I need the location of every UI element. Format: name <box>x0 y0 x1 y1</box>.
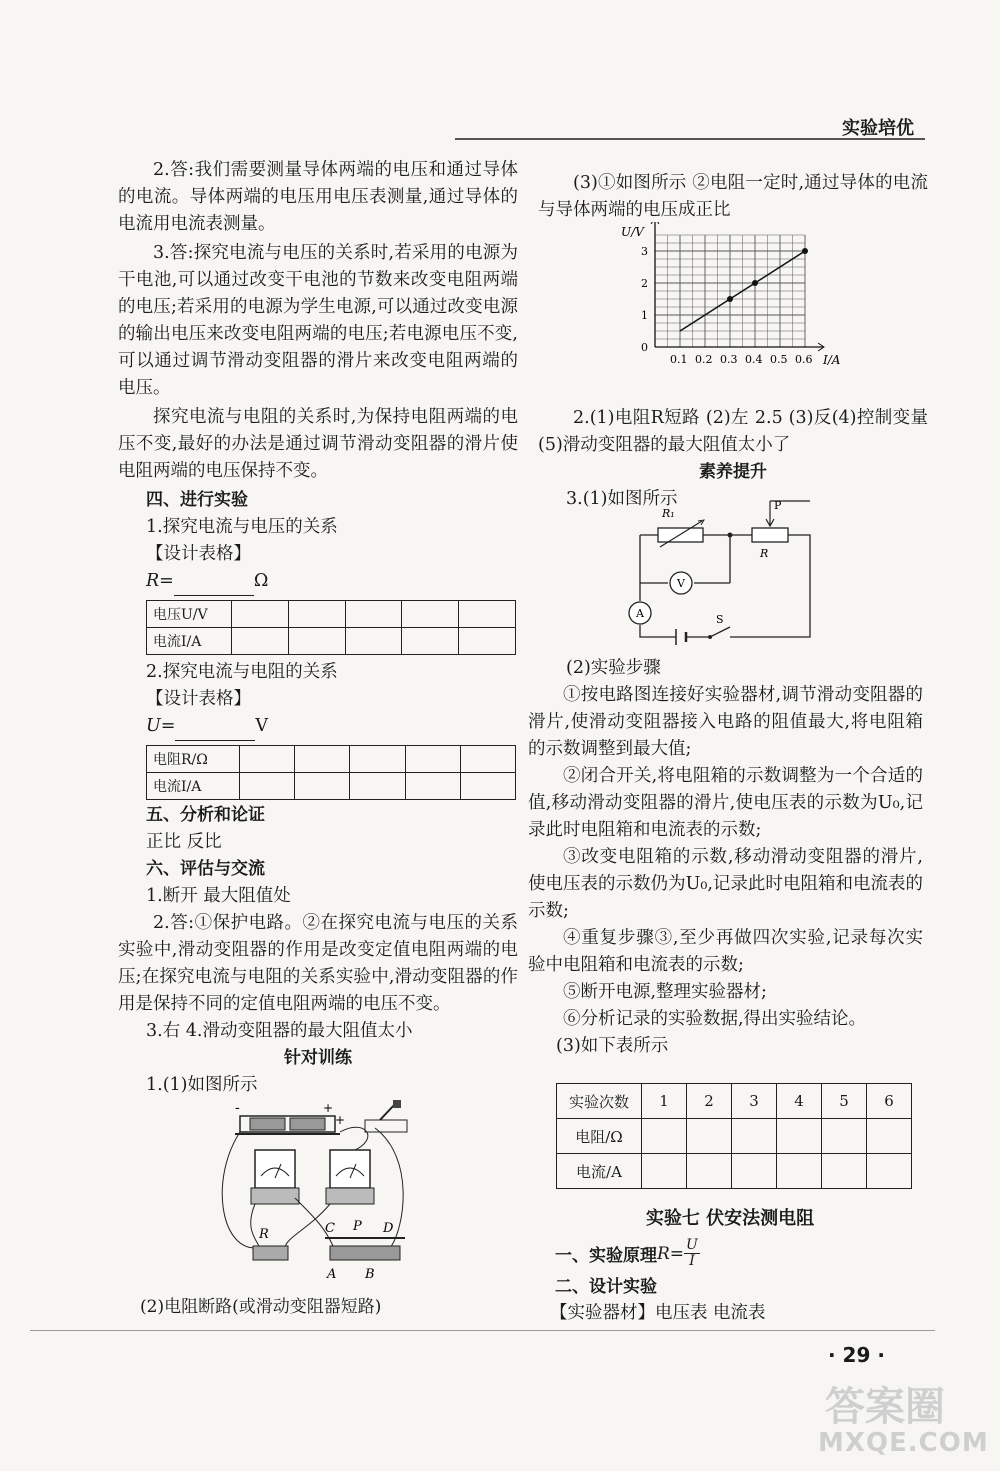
table-cell: 电阻/Ω <box>557 1119 642 1154</box>
y-tick-label: 2 <box>641 277 648 290</box>
table-cell: 3 <box>732 1084 777 1119</box>
header-title: 实验培优 <box>842 118 914 139</box>
right-steps <box>528 655 923 1060</box>
design-table-label-2: 【设计表格】 <box>146 689 251 709</box>
training-item-1: 1.(1)如图所示 <box>146 1075 258 1095</box>
section-6-title: 六、评估与交流 <box>146 859 265 879</box>
apparatus-figure <box>215 1098 425 1298</box>
x-tick-label: 0.2 <box>695 353 713 366</box>
answer-2-right: 2.(1)电阻R短路 (2)左 2.5 (3)反(4)控制变量 (5)滑动变阻器的最大阻值太小了 <box>538 408 928 455</box>
watermark-logo: 答案圈 <box>825 1384 945 1430</box>
x-tick-label: 0.1 <box>670 353 688 366</box>
ui-chart <box>615 222 855 372</box>
data-point <box>802 248 808 254</box>
label-minus: - <box>235 1100 240 1116</box>
chart-axes <box>651 222 824 351</box>
table-row <box>557 1154 912 1189</box>
table-row <box>147 773 516 800</box>
section-4-title: 四、进行实验 <box>146 490 248 510</box>
label-b: B <box>365 1267 375 1282</box>
principle <box>555 1238 700 1269</box>
x-tick-label: 0.5 <box>770 353 788 366</box>
table-voltage-current <box>146 600 516 655</box>
step-4: ④重复步骤③,至少再做四次实验,记录每次实验中电阻箱和电流表的示数; <box>528 928 923 975</box>
training-title: 针对训练 <box>284 1048 352 1068</box>
formula-numerator: U <box>686 1237 698 1253</box>
label-r: R <box>760 547 769 560</box>
u-blank: U= V <box>146 713 518 741</box>
table-cell: 6 <box>867 1084 912 1119</box>
switch-icon <box>710 627 730 637</box>
footer-rule <box>30 1330 935 1331</box>
formula-fraction <box>684 1238 700 1269</box>
section-6-answer-1: 1.断开 最大阻值处 <box>146 886 291 906</box>
label-s: S <box>716 613 724 626</box>
table-cell: 4 <box>777 1084 822 1119</box>
section-6-answer-2: 2.答:①保护电路。②在探究电流与电压的关系实验中,滑动变阻器的作用是改变定值电阻两端的电压;在探究电流与电阻的关系实验中,滑动变阻器的作用是保持不同的定值电阻两端的电压不变。 <box>118 913 518 1014</box>
table-cell: 实验次数 <box>557 1084 642 1119</box>
table-cell: 电流/A <box>557 1154 642 1189</box>
x-tick-label: 0.6 <box>795 353 813 366</box>
table-row <box>147 746 516 773</box>
watermark-url: MXQE.COM <box>818 1428 989 1458</box>
formula-left: R= <box>657 1243 685 1264</box>
label-plus-2: + <box>335 1113 346 1127</box>
lift-title: 素养提升 <box>699 462 767 482</box>
x-tick-label: 0.4 <box>745 353 763 366</box>
table-experiment <box>556 1083 912 1189</box>
step-1: ①按电路图连接好实验器材,调节滑动变阻器的滑片,使滑动变阻器接入电路的阻值最大,将电阻箱的示数调整到最大值; <box>528 685 923 759</box>
formula-denominator: I <box>689 1253 695 1269</box>
table-cell: 1 <box>642 1084 687 1119</box>
label-v: V <box>677 577 685 590</box>
section-5-title: 五、分析和论证 <box>146 805 265 825</box>
page-number: · 29 · <box>828 1343 885 1367</box>
data-point <box>752 280 758 286</box>
label-c: C <box>325 1221 335 1236</box>
section-5-answer: 正比 反比 <box>146 832 222 852</box>
table-cell: 电流I/A <box>147 773 240 800</box>
table-cell: 电阻R/Ω <box>147 746 240 773</box>
label-r: R <box>259 1227 269 1242</box>
answer-3-right: (3)①如图所示 ②电阻一定时,通过导体的电流与导体两端的电压成正比 <box>538 173 928 220</box>
label-r1: R₁ <box>662 507 675 520</box>
table-cell: 电压U/V <box>147 601 232 628</box>
label-d: D <box>383 1221 394 1236</box>
answer-3-1: 3.(1)如图所示 <box>566 489 678 509</box>
chart-grid <box>655 235 805 347</box>
table-row <box>147 601 516 628</box>
table-cell: 电流I/A <box>147 628 232 655</box>
item-2: 2.探究电流与电阻的关系 <box>146 662 338 682</box>
equipment-line: 【实验器材】电压表 电流表 <box>550 1303 766 1323</box>
step-2: ②闭合开关,将电阻箱的示数调整为一个合适的值,移动滑动变阻器的滑片,使电压表的示数为U₀,记录此时电阻箱和电流表的示数; <box>528 766 923 840</box>
left-column <box>118 157 518 1099</box>
table-cell: 2 <box>687 1084 732 1119</box>
y-tick-label: 0 <box>641 341 648 354</box>
table-row <box>557 1119 912 1154</box>
design-table-label-1: 【设计表格】 <box>146 544 251 564</box>
experiment-7-title: 实验七 伏安法测电阻 <box>645 1208 815 1229</box>
meter-right <box>330 1150 370 1188</box>
table-resistance-current <box>146 745 516 800</box>
principle-label: 一、实验原理 <box>555 1246 657 1266</box>
meter-left <box>255 1150 295 1188</box>
x-axis-label: I/A <box>823 353 841 367</box>
step-title: (2)实验步骤 <box>566 658 661 678</box>
answer-3: 3.答:探究电流与电压的关系时,若采用的电源为干电池,可以通过改变干电池的节数来改变电阻两端的电压;若采用的电源为学生电源,可以通过改变电源的输出电压来改变电阻两端的电压;若电源电压不变,可以通过调节滑动变阻器的滑片来改变电阻两端的电压。 <box>118 243 518 398</box>
answer-2: 2.答:我们需要测量导体两端的电压和通过导体的电流。导体两端的电压用电压表测量,通过导体的电流用电流表测量。 <box>118 160 518 234</box>
label-plus-1: + <box>323 1101 334 1115</box>
right-top <box>538 170 928 224</box>
step-3: ③改变电阻箱的示数,移动滑动变阻器的滑片,使电压表的示数仍为U₀,记录此时电阻箱和电流表的示数; <box>528 847 923 921</box>
label-p: P <box>774 499 782 512</box>
step-6: ⑥分析记录的实验数据,得出实验结论。 <box>563 1009 867 1029</box>
label-a: A <box>636 607 644 620</box>
step-5: ⑤断开电源,整理实验器材; <box>563 982 767 1002</box>
label-p: P <box>353 1219 362 1234</box>
figure-caption: (2)电阻断路(或滑动变阻器短路) <box>140 1297 382 1317</box>
y-tick-label: 3 <box>641 245 648 258</box>
item-1: 1.探究电流与电压的关系 <box>146 517 338 537</box>
table-cell: 5 <box>822 1084 867 1119</box>
section-6-answer-3: 3.右 4.滑动变阻器的最大阻值太小 <box>146 1021 413 1041</box>
table-intro: (3)如下表所示 <box>556 1036 669 1056</box>
x-tick-label: 0.3 <box>720 353 738 366</box>
circuit-diagram <box>620 495 835 650</box>
data-point <box>727 296 733 302</box>
table-row <box>557 1084 912 1119</box>
r-blank: R= Ω <box>146 568 518 596</box>
design-experiment-title: 二、设计实验 <box>555 1277 657 1297</box>
y-axis-label: U/V <box>621 225 644 239</box>
label-a: A <box>327 1267 337 1282</box>
answer-3-cont: 探究电流与电阻的关系时,为保持电阻两端的电压不变,最好的办法是通过调节滑动变阻器的滑片使电阻两端的电压保持不变。 <box>118 407 518 481</box>
table-row <box>147 628 516 655</box>
y-tick-label: 1 <box>641 309 648 322</box>
